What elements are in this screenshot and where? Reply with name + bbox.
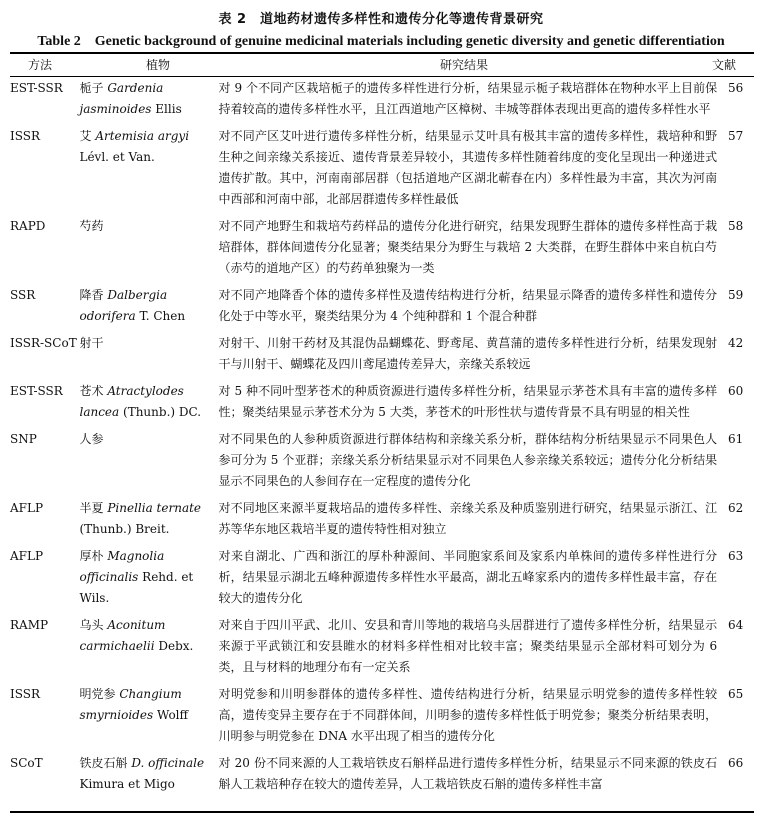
plant-cell xyxy=(79,126,218,216)
reference-cell: 66 xyxy=(727,756,744,770)
result-cell: 对明党参和川明参群体的遗传多样性、遗传结构进行分析，结果显示明党参的遗传多样性较高，遗传变异主要存在于不同群体间，川明参的遗传多样性低于明党参；聚类分析结果表明，川明参与明党参在 DNA 水平出现了相当的遗传分化 xyxy=(218,687,718,743)
header-method: 方法 xyxy=(28,58,53,72)
plant-cell xyxy=(79,333,218,381)
plant-author: Wolff xyxy=(156,708,189,722)
plant-chinese-name: 半夏 xyxy=(79,501,104,515)
method-cell: SCoT xyxy=(10,756,43,770)
reference-cell: 62 xyxy=(727,501,744,515)
method-cell: AFLP xyxy=(10,501,44,515)
bottom-rule xyxy=(10,811,754,813)
plant-cell xyxy=(79,78,218,126)
table-title-english: Table 2 Genetic background of genuine medicinal materials including genetic diversity and genetic differentiation xyxy=(37,34,725,49)
header-rule xyxy=(10,76,754,77)
plant-cell xyxy=(79,684,218,753)
method-cell: AFLP xyxy=(10,549,44,563)
plant-cell xyxy=(79,753,218,801)
reference-cell: 56 xyxy=(727,81,744,95)
plant-chinese-name: 艾 xyxy=(79,129,92,143)
plant-author: Lévl. et Van. xyxy=(79,150,155,164)
method-cell: EST-SSR xyxy=(10,384,63,398)
plant-author: (Thunb.) Breit. xyxy=(79,522,170,536)
plant-author: Rehd. et Wils. xyxy=(79,570,194,605)
plant-latin-name: Gardenia jasminoides xyxy=(79,81,164,116)
data-table xyxy=(10,78,754,801)
plant-latin-name: Changium smyrnioides xyxy=(79,687,182,722)
plant-author: T. Chen xyxy=(139,309,186,323)
table-row xyxy=(10,429,754,498)
result-cell: 对不同果色的人参种质资源进行群体结构和亲缘关系分析，群体结构分析结果显示不同果色人参可分为 5 个亚群；亲缘关系分析结果显示对不同果色人参亲缘关系较远；遗传分化分析结果显示不同果色的人参间存在一定程度的遗传分化 xyxy=(218,432,718,488)
plant-chinese-name: 芍药 xyxy=(79,219,104,233)
header-plant: 植物 xyxy=(146,58,171,72)
table-row xyxy=(10,78,754,126)
result-cell: 对不同产区艾叶进行遗传多样性分析，结果显示艾叶具有极其丰富的遗传多样性，栽培种和野生种之间亲缘关系接近、遗传背景差异较小，其遗传多样性随着纬度的变化呈现出一种递进式遗传扩散。其中，河南南部居群（包括道地产区湖北蕲春在内）多样性最为丰富，其次为河南中西部和河南中部，北部居群遗传多样性最低 xyxy=(218,129,718,206)
method-cell: SSR xyxy=(10,288,36,302)
table-row xyxy=(10,216,754,285)
result-cell: 对来自湖北、广西和浙江的厚朴种源间、半同胞家系间及家系内单株间的遗传多样性进行分析，结果显示湖北五峰种源遗传多样性水平最高，湖北五峰家系内的遗传多样性最丰富，存在较大的遗传分化 xyxy=(218,549,718,605)
plant-chinese-name: 铁皮石斛 xyxy=(79,756,128,770)
plant-latin-name: Artemisia argyi xyxy=(95,129,190,143)
plant-cell xyxy=(79,498,218,546)
plant-latin-name: Magnolia officinalis xyxy=(79,549,165,584)
method-cell: ISSR-SCoT xyxy=(10,336,77,350)
table-row xyxy=(10,285,754,333)
header-result: 研究结果 xyxy=(440,58,489,72)
plant-latin-name: Pinellia ternate xyxy=(107,501,202,515)
plant-cell xyxy=(79,381,218,429)
reference-cell: 61 xyxy=(727,432,744,446)
table-title-chinese: 表 2 道地药材遗传多样性和遗传分化等遗传背景研究 xyxy=(218,12,544,27)
plant-chinese-name: 射干 xyxy=(79,336,104,350)
plant-latin-name: D. officinale xyxy=(131,756,205,770)
method-cell: RAMP xyxy=(10,618,49,632)
table-row xyxy=(10,753,754,801)
plant-chinese-name: 降香 xyxy=(79,288,104,302)
plant-author: (Thunb.) DC. xyxy=(123,405,202,419)
plant-author: Debx. xyxy=(158,639,194,653)
method-cell: EST-SSR xyxy=(10,81,63,95)
plant-cell xyxy=(79,285,218,333)
reference-cell: 59 xyxy=(727,288,744,302)
table-row xyxy=(10,498,754,546)
method-cell: ISSR xyxy=(10,687,41,701)
plant-chinese-name: 乌头 xyxy=(79,618,104,632)
reference-cell: 60 xyxy=(727,384,744,398)
result-cell: 对 9 个不同产区栽培栀子的遗传多样性进行分析，结果显示栀子栽培群体在物种水平上目前保持着较高的遗传多样性水平，且江西道地产区樟树、丰城等群体表现出更高的遗传多样性水平 xyxy=(218,81,718,116)
plant-chinese-name: 苍术 xyxy=(79,384,104,398)
table-row xyxy=(10,333,754,381)
plant-chinese-name: 人参 xyxy=(79,432,104,446)
plant-latin-name: Aconitum carmichaelii xyxy=(79,618,166,653)
result-cell: 对射干、川射干药材及其混伪品蝴蝶花、野鸢尾、黄菖蒲的遗传多样性进行分析，结果发现射干与川射干、蝴蝶花及四川鸢尾遗传差异大，亲缘关系较远 xyxy=(218,336,718,371)
reference-cell: 42 xyxy=(727,336,744,350)
reference-cell: 63 xyxy=(727,549,744,563)
result-cell: 对 5 种不同叶型茅苍术的种质资源进行遗传多样性分析，结果显示茅苍术具有丰富的遗传多样性；聚类结果显示茅苍术分为 5 大类，茅苍术的叶形性状与遗传背景不具有明显的相关性 xyxy=(218,384,718,419)
result-cell: 对来自于四川平武、北川、安县和青川等地的栽培乌头居群进行了遗传多样性分析，结果显示来源于平武锁江和安县睢水的材料多样性相对比较丰富；聚类结果显示全部材料可划分为 6 类，且与材料的地理分布有一定关系 xyxy=(218,618,718,674)
method-cell: ISSR xyxy=(10,129,41,143)
table-body xyxy=(10,78,754,801)
plant-author: Kimura et Migo xyxy=(79,777,175,791)
plant-cell xyxy=(79,546,218,615)
plant-latin-name: Atractylodes lancea xyxy=(79,384,184,419)
result-cell: 对不同产地降香个体的遗传多样性及遗传结构进行分析，结果显示降香的遗传多样性和遗传分化处于中等水平，聚类结果分为 4 个纯种群和 1 个混合种群 xyxy=(218,288,718,323)
reference-cell: 58 xyxy=(727,219,744,233)
result-cell: 对不同地区来源半夏栽培品的遗传多样性、亲缘关系及种质鉴别进行研究，结果显示浙江、江苏等华东地区栽培半夏的遗传特性相对独立 xyxy=(218,501,718,536)
reference-cell: 57 xyxy=(727,129,744,143)
reference-cell: 64 xyxy=(727,618,744,632)
plant-cell xyxy=(79,615,218,684)
plant-chinese-name: 厚朴 xyxy=(79,549,104,563)
table-row xyxy=(10,126,754,216)
table-row xyxy=(10,381,754,429)
table-row xyxy=(10,546,754,615)
plant-cell xyxy=(79,429,218,498)
reference-cell: 65 xyxy=(727,687,744,701)
top-rule xyxy=(10,52,754,54)
plant-latin-name: Dalbergia odorifera xyxy=(79,288,168,323)
plant-author: Ellis xyxy=(155,102,182,116)
result-cell: 对不同产地野生和栽培芍药样品的遗传分化进行研究，结果发现野生群体的遗传多样性高于栽培群体，群体间遗传分化显著；聚类结果分为野生与栽培 2 大类群，在野生群体中来自杭白芍（赤芍的道地产区）的芍药单独聚为一类 xyxy=(218,219,718,275)
method-cell: SNP xyxy=(10,432,37,446)
table-row xyxy=(10,615,754,684)
plant-chinese-name: 明党参 xyxy=(79,687,116,701)
result-cell: 对 20 份不同来源的人工栽培铁皮石斛样品进行遗传多样性分析，结果显示不同来源的铁皮石斛人工栽培种存在较大的遗传差异，人工栽培铁皮石斛的遗传多样性丰富 xyxy=(218,756,718,791)
plant-chinese-name: 栀子 xyxy=(79,81,104,95)
table-row xyxy=(10,684,754,753)
plant-cell xyxy=(79,216,218,285)
header-ref: 文献 xyxy=(712,58,737,72)
method-cell: RAPD xyxy=(10,219,46,233)
